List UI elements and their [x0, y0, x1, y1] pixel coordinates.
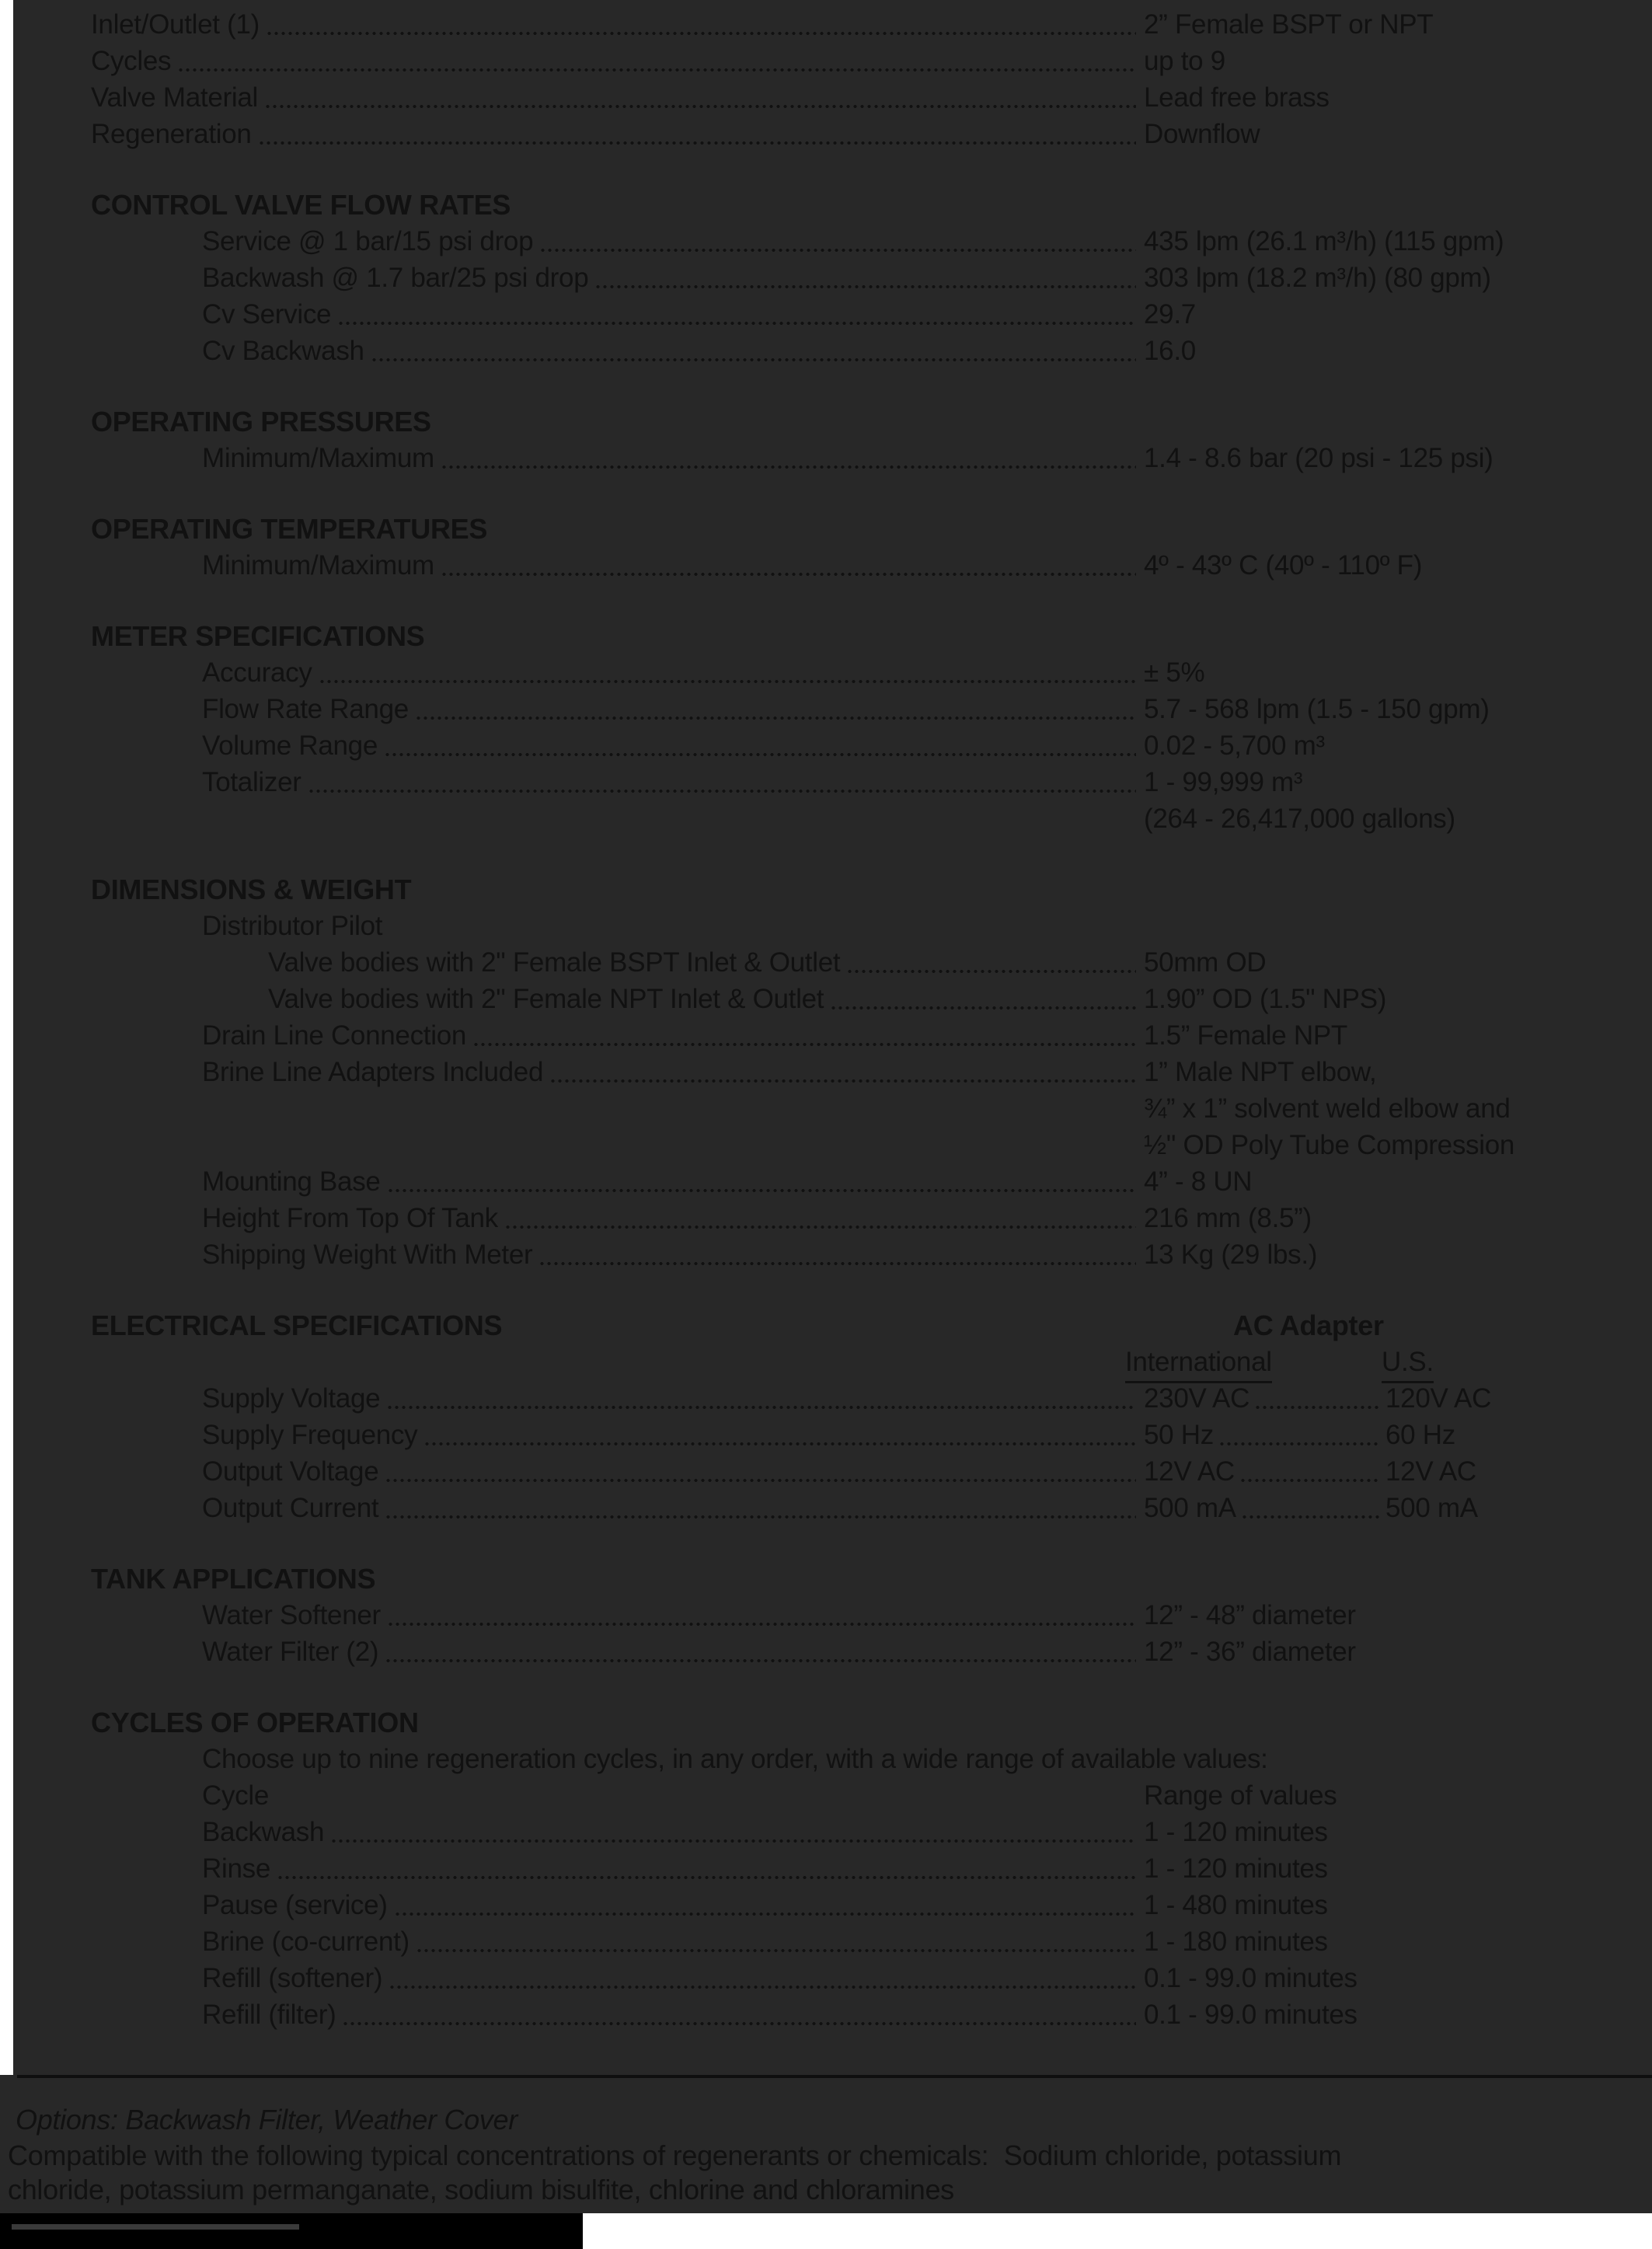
spec-row	[91, 116, 1652, 152]
spec-label: Service @ 1 bar/15 psi drop	[202, 226, 534, 256]
bottom-white-band	[0, 2213, 1652, 2249]
spec-label: Supply Voltage	[202, 1383, 381, 1414]
spec-value-international	[1144, 1380, 1385, 1417]
spec-label: Output Voltage	[202, 1456, 379, 1487]
dot-leader	[371, 357, 1136, 362]
dot-leader	[423, 1442, 1136, 1446]
dot-leader	[266, 31, 1136, 36]
spec-label: Shipping Weight With Meter	[202, 1240, 533, 1270]
spec-value: 303 lpm (18.2 m³/h) (80 gpm)	[1144, 263, 1491, 293]
section-heading	[91, 1307, 1652, 1344]
section-heading	[91, 871, 1652, 908]
dot-leader	[337, 321, 1136, 326]
spec-row	[91, 1017, 1652, 1054]
spec-value: 1 - 99,999 m³	[1144, 767, 1303, 797]
spec-row	[91, 1054, 1652, 1090]
spec-label: Brine (co-current)	[202, 1926, 410, 1957]
spec-value: (264 - 26,417,000 gallons)	[1144, 804, 1455, 834]
spec-value: Lead free brass	[1144, 82, 1330, 113]
spec-row	[91, 1417, 1652, 1453]
spec-label: Pause (service)	[202, 1890, 388, 1920]
spec-label: Valve bodies with 2" Female NPT Inlet & Outlet	[268, 984, 824, 1014]
spec-value: 13 Kg (29 lbs.)	[1144, 1240, 1318, 1270]
footer-block	[0, 2078, 1652, 2207]
spec-value: 1 - 480 minutes	[1144, 1890, 1328, 1920]
spec-value: Range of values	[1144, 1780, 1337, 1811]
spec-value: 12” - 36” diameter	[1144, 1637, 1356, 1667]
section-heading	[91, 187, 1652, 223]
spec-row	[91, 1236, 1652, 1273]
spec-label: Valve Material	[91, 82, 258, 113]
spec-value: 2” Female BSPT or NPT	[1144, 9, 1434, 40]
spec-row	[91, 296, 1652, 333]
spec-row	[91, 981, 1652, 1017]
spec-value: 4º - 43º C (40º - 110º F)	[1144, 550, 1423, 581]
spec-row	[91, 1960, 1652, 1996]
spec-label: Water Softener	[202, 1600, 381, 1630]
spec-value: 0.02 - 5,700 m³	[1144, 730, 1325, 761]
dot-leader	[846, 969, 1136, 974]
spec-value: 216 mm (8.5”)	[1144, 1203, 1312, 1233]
dot-leader	[308, 789, 1136, 793]
dot-leader	[389, 1985, 1136, 1989]
dot-leader	[385, 1658, 1136, 1663]
dot-leader	[1241, 1515, 1379, 1519]
spec-row	[91, 1996, 1652, 2033]
spec-label: Totalizer	[202, 767, 301, 797]
spec-body	[0, 6, 1652, 2033]
dot-leader	[594, 284, 1136, 289]
section-heading	[91, 511, 1652, 547]
spec-row	[91, 1380, 1652, 1417]
spec-value: 435 lpm (26.1 m³/h) (115 gpm)	[1144, 226, 1504, 256]
spec-row	[91, 1923, 1652, 1960]
spec-label: Minimum/Maximum	[202, 550, 434, 581]
spec-row	[91, 800, 1652, 837]
spec-value: 1 - 120 minutes	[1144, 1853, 1328, 1884]
spec-row	[91, 333, 1652, 369]
spec-row	[91, 260, 1652, 296]
section-heading-text: DIMENSIONS & WEIGHT	[91, 873, 412, 905]
section-heading	[91, 403, 1652, 440]
section-heading-text: CONTROL VALVE FLOW RATES	[91, 189, 511, 221]
dot-leader	[538, 1261, 1136, 1266]
spec-row	[91, 223, 1652, 260]
spec-label: Mounting Base	[202, 1166, 381, 1197]
spec-label: Valve bodies with 2" Female BSPT Inlet & Outlet	[268, 947, 841, 978]
section-heading-text: TANK APPLICATIONS	[91, 1563, 376, 1595]
spec-row	[91, 1634, 1652, 1670]
section-note: Choose up to nine regeneration cycles, in any order, with a wide range of available values:	[202, 1744, 1268, 1774]
leader-spacer	[275, 1802, 1136, 1807]
section-heading-text: OPERATING PRESSURES	[91, 406, 431, 438]
spec-row	[91, 1597, 1652, 1634]
spec-value: 1” Male NPT elbow,	[1144, 1057, 1377, 1087]
section-heading-text: CYCLES OF OPERATION	[91, 1707, 419, 1738]
spec-label: Height From Top Of Tank	[202, 1203, 498, 1233]
spec-label: Backwash	[202, 1817, 325, 1847]
spec-label: Distributor Pilot	[202, 911, 383, 941]
spec-label: Drain Line Connection	[202, 1020, 467, 1051]
spec-label: Cycles	[91, 46, 172, 76]
spec-row	[91, 944, 1652, 981]
spec-row	[91, 79, 1652, 116]
dot-leader	[258, 141, 1136, 145]
dot-leader	[277, 1875, 1136, 1880]
options-line: Options: Backwash Filter, Weather Cover	[16, 2104, 518, 2136]
dot-leader	[342, 2021, 1136, 2026]
spec-value: 16.0	[1144, 336, 1196, 366]
dot-leader	[177, 68, 1136, 72]
spec-value-international-text: 50 Hz	[1144, 1420, 1214, 1450]
spec-label: Cycle	[202, 1780, 270, 1811]
spec-value-us: 500 mA	[1385, 1493, 1478, 1523]
spec-row	[91, 727, 1652, 764]
spec-value: 0.1 - 99.0 minutes	[1144, 2000, 1357, 2030]
compatibility-line-1: Compatible with the following typical concentrations of regenerants or chemicals: Sodium chloride, potassium	[8, 2139, 1342, 2171]
bottom-black-band	[0, 2213, 583, 2249]
spec-value-international-text: 500 mA	[1144, 1493, 1236, 1523]
spec-value: 1.4 - 8.6 bar (20 psi - 125 psi)	[1144, 443, 1493, 473]
section-heading-text: ELECTRICAL SPECIFICATIONS	[91, 1309, 503, 1341]
spec-value: ¾” x 1” solvent weld elbow and	[1144, 1093, 1511, 1124]
spec-value: up to 9	[1144, 46, 1225, 76]
dot-leader	[441, 465, 1136, 469]
leader-spacer	[208, 825, 1136, 830]
spec-value-international	[1144, 1417, 1385, 1453]
spec-row	[91, 1777, 1652, 1814]
electrical-column-headers	[91, 1344, 1652, 1380]
dot-leader	[472, 1042, 1136, 1047]
dot-leader	[385, 1515, 1136, 1519]
spec-label: Inlet/Outlet (1)	[91, 9, 260, 40]
spec-value: 29.7	[1144, 299, 1196, 330]
spec-row	[91, 1163, 1652, 1200]
spec-row	[91, 1090, 1652, 1127]
spec-row	[91, 691, 1652, 727]
spec-value-us: 60 Hz	[1385, 1420, 1455, 1450]
dot-leader	[504, 1225, 1136, 1229]
spec-label: Cv Backwash	[202, 336, 364, 366]
spec-row	[91, 440, 1652, 476]
dot-leader	[387, 1188, 1136, 1193]
leader-spacer	[389, 933, 1136, 937]
spec-value-international	[1144, 1490, 1385, 1526]
spec-label: Brine Line Adapters Included	[202, 1057, 544, 1087]
compatibility-line-2: chloride, potassium permanganate, sodium bisulfite, chlorine and chloramines	[8, 2174, 954, 2205]
leader-spacer	[208, 1152, 1136, 1156]
spec-row	[91, 1814, 1652, 1850]
column-header-international: International	[1125, 1344, 1272, 1383]
dot-leader	[1254, 1405, 1379, 1410]
spec-row	[91, 654, 1652, 691]
spec-row	[91, 764, 1652, 800]
spec-value: 4” - 8 UN	[1144, 1166, 1253, 1197]
dot-leader	[319, 679, 1136, 684]
spec-label: Cv Service	[202, 299, 332, 330]
spec-value: 1 - 180 minutes	[1144, 1926, 1328, 1957]
spec-label: Minimum/Maximum	[202, 443, 434, 473]
spec-row	[91, 1850, 1652, 1887]
spec-value: 5.7 - 568 lpm (1.5 - 150 gpm)	[1144, 694, 1490, 724]
dot-leader	[1218, 1442, 1379, 1446]
spec-value: 1 - 120 minutes	[1144, 1817, 1328, 1847]
spec-label: Water Filter (2)	[202, 1637, 379, 1667]
section-heading-text: OPERATING TEMPERATURES	[91, 513, 488, 545]
spec-row	[91, 1453, 1652, 1490]
dot-leader	[549, 1079, 1136, 1083]
dot-leader	[539, 248, 1136, 253]
spec-label: Regeneration	[91, 119, 252, 149]
spec-row	[91, 1200, 1652, 1236]
spec-value: 1.90” OD (1.5" NPS)	[1144, 984, 1387, 1014]
dot-leader	[385, 1478, 1136, 1483]
spec-value: 0.1 - 99.0 minutes	[1144, 1963, 1357, 1993]
section-heading	[91, 1704, 1652, 1741]
spec-value: ½" OD Poly Tube Compression	[1144, 1130, 1515, 1160]
spec-row	[91, 6, 1652, 43]
section-heading	[91, 1560, 1652, 1597]
section-heading	[91, 618, 1652, 654]
spec-value-international-text: 230V AC	[1144, 1383, 1250, 1414]
section-heading-text: METER SPECIFICATIONS	[91, 620, 425, 652]
bottom-gray-bar	[12, 2224, 299, 2230]
dot-leader	[394, 1912, 1136, 1916]
spec-value: 1.5” Female NPT	[1144, 1020, 1347, 1051]
spec-value: Downflow	[1144, 119, 1260, 149]
spec-value: 50mm OD	[1144, 947, 1267, 978]
column-header-us: U.S.	[1382, 1344, 1434, 1383]
spec-label: Output Current	[202, 1493, 379, 1523]
spec-row	[91, 43, 1652, 79]
spec-value-us: 12V AC	[1385, 1456, 1476, 1487]
spec-label: Supply Frequency	[202, 1420, 418, 1450]
spec-value-international	[1144, 1453, 1385, 1490]
dot-leader	[264, 104, 1136, 109]
leader-spacer	[208, 1115, 1136, 1120]
spec-label: Backwash @ 1.7 bar/25 psi drop	[202, 263, 589, 293]
dot-leader	[387, 1622, 1136, 1627]
spec-label: Refill (filter)	[202, 2000, 336, 2030]
spec-label: Accuracy	[202, 657, 312, 688]
spec-label: Refill (softener)	[202, 1963, 383, 1993]
dot-leader	[386, 1405, 1136, 1410]
spec-row	[91, 1127, 1652, 1163]
spec-value: ± 5%	[1144, 657, 1205, 688]
spec-row	[91, 547, 1652, 584]
ac-adapter-heading: AC Adapter	[1233, 1309, 1384, 1341]
spec-label: Flow Rate Range	[202, 694, 409, 724]
spec-row	[91, 1490, 1652, 1526]
spec-row	[91, 908, 1652, 944]
dot-leader	[330, 1839, 1136, 1843]
spec-value: 12” - 48” diameter	[1144, 1600, 1356, 1630]
dot-leader	[830, 1006, 1136, 1010]
spec-value-us: 120V AC	[1385, 1383, 1492, 1414]
dot-leader	[384, 752, 1136, 757]
dot-leader	[1239, 1478, 1379, 1483]
spec-value-international-text: 12V AC	[1144, 1456, 1235, 1487]
dot-leader	[415, 716, 1136, 720]
spec-label: Rinse	[202, 1853, 270, 1884]
spec-row	[91, 1887, 1652, 1923]
dot-leader	[416, 1948, 1136, 1953]
dot-leader	[441, 572, 1136, 577]
spec-label: Volume Range	[202, 730, 378, 761]
